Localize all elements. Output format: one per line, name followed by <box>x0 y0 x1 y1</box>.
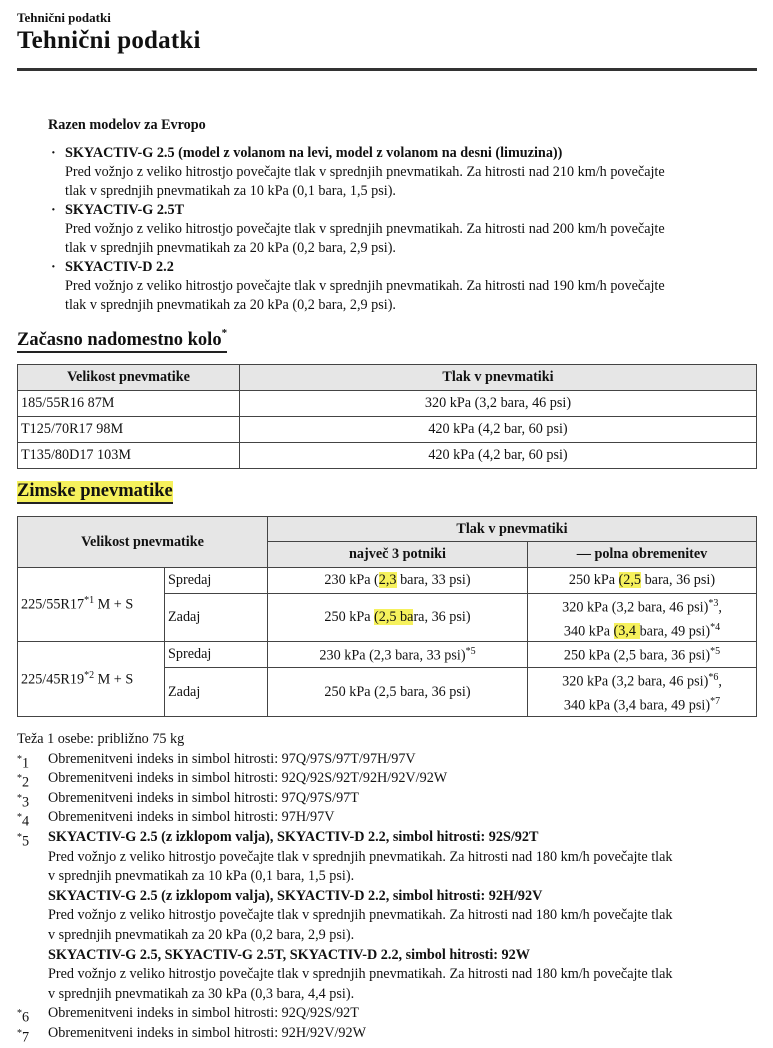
euro-item-title: SKYACTIV-G 2.5T <box>65 202 185 218</box>
footnote-7: *7 Obremenitveni indeks in simbol hitrosti: 92H/92V/92W <box>17 1024 367 1046</box>
position-cell: Zadaj <box>165 594 268 642</box>
pressure-cell: 320 kPa (3,2 bara, 46 psi)$^{*3}$, 340 kPa (3,4 bara, 49 psi)$^{*4}$ <box>528 594 757 642</box>
footnote-mark: * <box>221 327 228 339</box>
breadcrumb: Tehnični podatki <box>17 10 111 25</box>
table-row <box>18 642 757 668</box>
footnote-2: *2 Obremenitveni indeks in simbol hitrosti: 92Q/92S/92T/92H/92V/92W <box>17 770 448 791</box>
page-title: Tehnični podatki <box>17 27 201 54</box>
table-row <box>18 443 757 469</box>
table-row <box>18 391 757 417</box>
footnotes <box>17 730 757 1044</box>
position-cell: Spredaj <box>165 642 268 668</box>
pressure-cell: 250 kPa (2,5 bara, 36 psi)$^{*5}$ <box>528 642 757 668</box>
pressure-cell: 230 kPa (2,3 bara, 33 psi)$^{*5}$ <box>268 642 528 668</box>
euro-item <box>48 258 753 315</box>
position-cell: Zadaj <box>165 668 268 716</box>
bullet-icon: · <box>51 145 56 161</box>
spare-title-text: Začasno nadomestno kolo <box>17 330 222 351</box>
winter-section-title <box>17 481 173 502</box>
euro-item <box>48 201 753 258</box>
bullet-icon: · <box>51 202 56 218</box>
euro-item-title: SKYACTIV-D 2.2 <box>65 259 174 275</box>
footnote-6: *6 Obremenitveni indeks in simbol hitrosti: 92Q/92S/92T <box>17 1005 359 1027</box>
euro-item-text: Pred vožnjo z veliko hitrostjo povečajte tlak v sprednjih pnevmatikah. Za hitrosti nad 200 km/h povečajte <box>65 221 665 237</box>
col-header-full-load: — polna obremenitev <box>528 542 757 568</box>
title-divider <box>17 68 757 71</box>
spare-section-title <box>17 329 227 351</box>
pressure-cell: 420 kPa (4,2 bar, 60 psi) <box>240 443 757 469</box>
footnote-4: *4 Obremenitveni indeks in simbol hitrosti: 97H/97V <box>17 809 335 831</box>
winter-table <box>17 516 757 717</box>
pressure-cell: 420 kPa (4,2 bar, 60 psi) <box>240 417 757 443</box>
tire-size-cell: 225/55R17$^{*1}$ M + S <box>18 568 165 642</box>
table-row <box>18 417 757 443</box>
pressure-cell: 230 kPa (2,3 bara, 33 psi) <box>268 568 528 594</box>
euro-item <box>48 144 753 201</box>
table-row <box>18 568 757 594</box>
bullet-icon: · <box>51 259 56 275</box>
euro-item-text: Pred vožnjo z veliko hitrostjo povečajte tlak v sprednjih pnevmatikah. Za hitrosti nad 210 km/h povečajte <box>65 164 665 180</box>
person-weight-note: Teža 1 osebe: približno 75 kg <box>17 731 185 747</box>
footnote-5: *5 SKYACTIV-G 2.5 (z izklopom valja), SKYACTIV-D 2.2, simbol hitrosti: 92S/92T Pred vožnjo z veliko hitrostjo povečajte tlak v sprednjih pnevmatikah. Za hitrosti nad 180 km/h povečajte tlak v sprednjih pnevmatikah za 10 kPa (0,1 bara, 1,5 psi). SKYACTIV-G 2.5 (z izklopom valja), SKYACTIV-D 2.2, simbol hitrosti: 92H/92V Pred vožnjo z veliko hitrostjo povečajte tlak v sprednjih pnevmatikah. Za hitrosti nad 180 km/h povečajte tlak v sprednjih pnevmatikah za 20 kPa (0,2 bara, 2,9 psi). SKYACTIV-G 2.5, SKYACTIV-G 2.5T, SKYACTIV-D 2.2, simbol hitrosti: 92W Pred vožnjo z veliko hitrostjo povečajte tlak v sprednjih pnevmatikah. Za hitrosti nad 180 km/h povečajte tlak v sprednjih pnevmatikah za 30 kPa (0,3 bara, 4,4 psi). <box>17 828 673 1002</box>
euro-item-text: tlak v sprednjih pnevmatikah za 20 kPa (0,2 bara, 2,9 psi). <box>65 297 396 313</box>
euro-section <box>48 116 753 315</box>
col-header-size: Velikost pnevmatike <box>18 517 268 568</box>
euro-item-text: tlak v sprednjih pnevmatikah za 10 kPa (0,1 bara, 1,5 psi). <box>65 183 396 199</box>
winter-title-text: Zimske pnevmatike <box>17 481 173 504</box>
footnote-1: *1 Obremenitveni indeks in simbol hitrosti: 97Q/97S/97T/97H/97V <box>17 750 416 772</box>
euro-item-text: Pred vožnjo z veliko hitrostjo povečajte tlak v sprednjih pnevmatikah. Za hitrosti nad 190 km/h povečajte <box>65 278 665 294</box>
pressure-cell: 250 kPa (2,5 bara, 36 psi) <box>268 594 528 642</box>
spare-table <box>17 364 757 469</box>
col-header-pressure: Tlak v pnevmatiki <box>268 517 757 542</box>
pressure-cell: 250 kPa (2,5 bara, 36 psi) <box>528 568 757 594</box>
pressure-cell: 320 kPa (3,2 bara, 46 psi)$^{*6}$, 340 kPa (3,4 bara, 49 psi)$^{*7}$ <box>528 668 757 716</box>
tire-size-cell: 225/45R19$^{*2}$ M + S <box>18 642 165 716</box>
col-header-max3: največ 3 potniki <box>268 542 528 568</box>
tire-size-cell: 185/55R16 87M <box>18 391 240 417</box>
tire-size-cell: T135/80D17 103M <box>18 443 240 469</box>
euro-item-title: SKYACTIV-G 2.5 (model z volanom na levi, model z volanom na desni (limuzina)) <box>65 145 563 161</box>
col-header-pressure: Tlak v pnevmatiki <box>240 365 757 391</box>
footnote-3: *3 Obremenitveni indeks in simbol hitrosti: 97Q/97S/97T <box>17 789 359 811</box>
col-header-size: Velikost pnevmatike <box>18 365 240 391</box>
tire-size-cell: T125/70R17 98M <box>18 417 240 443</box>
pressure-cell: 320 kPa (3,2 bara, 46 psi) <box>240 391 757 417</box>
euro-item-text: tlak v sprednjih pnevmatikah za 20 kPa (0,2 bara, 2,9 psi). <box>65 240 396 256</box>
position-cell: Spredaj <box>165 568 268 594</box>
euro-heading: Razen modelov za Evropo <box>48 117 206 133</box>
pressure-cell: 250 kPa (2,5 bara, 36 psi) <box>268 668 528 716</box>
